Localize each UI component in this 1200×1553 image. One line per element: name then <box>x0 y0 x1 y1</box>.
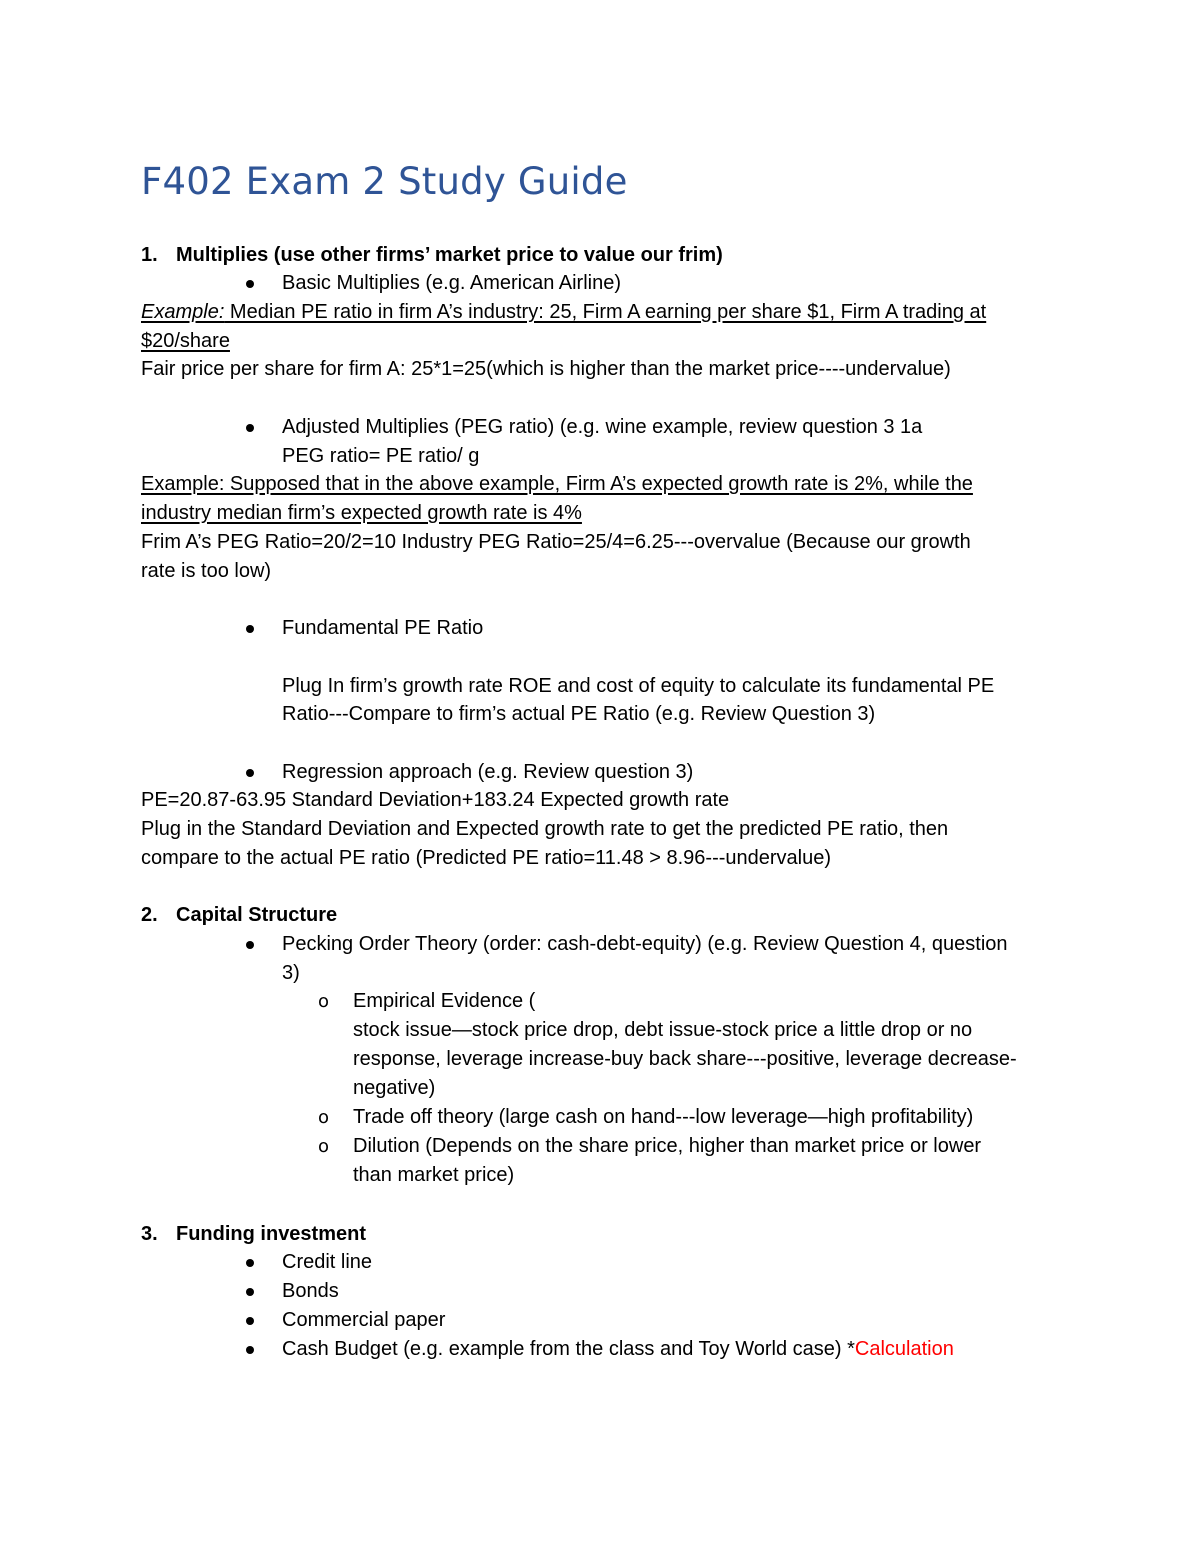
regression-desc-line-2: compare to the actual PE ratio (Predicted PE ratio=11.48 > 8.96---undervalue) <box>141 847 832 869</box>
peg-calc-line-1: Frim A’s PEG Ratio=20/2=10 Industry PEG Ratio=25/4=6.25---overvalue (Because our growth <box>141 531 971 553</box>
dilution-line-2: than market price) <box>353 1164 515 1186</box>
fundamental-desc-line-1: Plug In firm’s growth rate ROE and cost of equity to calculate its fundamental PE <box>282 675 995 697</box>
example-prefix: Example: <box>141 301 225 323</box>
fundamental-pe-label: Fundamental PE Ratio <box>282 617 484 639</box>
bullet-icon <box>246 625 254 633</box>
funding-item-bonds: Bonds <box>282 1280 339 1302</box>
fair-price-text: Fair price per share for firm A: 25*1=25(which is higher than the market price----undervalue) <box>141 358 951 380</box>
bullet-icon <box>246 1346 254 1354</box>
basic-example-line-2: $20/share <box>141 330 230 352</box>
section-3-number: 3. <box>141 1223 158 1245</box>
cash-budget-text: Cash Budget (e.g. example from the class and Toy World case) * <box>282 1338 855 1360</box>
regression-desc-line-1: Plug in the Standard Deviation and Expected growth rate to get the predicted PE ratio, then <box>141 818 949 840</box>
basic-example-line-1 <box>141 298 986 327</box>
pecking-order-line-1: Pecking Order Theory (order: cash-debt-equity) (e.g. Review Question 4, question <box>282 933 1008 955</box>
empirical-line-4: negative) <box>353 1077 436 1099</box>
empirical-line-2: stock issue—stock price drop, debt issue-stock price a little drop or no <box>353 1019 973 1041</box>
peg-formula: PEG ratio= PE ratio/ g <box>282 445 480 467</box>
regression-label: Regression approach (e.g. Review question 3) <box>282 761 694 783</box>
bullet-icon <box>246 769 254 777</box>
example-rest: Median PE ratio in firm A’s industry: 25, Firm A earning per share $1, Firm A trading at <box>224 301 987 323</box>
circle-bullet-icon: o <box>318 1136 330 1157</box>
page-title: F402 Exam 2 Study Guide <box>141 160 628 203</box>
circle-bullet-icon: o <box>318 1107 330 1128</box>
section-2-number: 2. <box>141 904 158 926</box>
section-1-number: 1. <box>141 244 158 266</box>
tradeoff-theory: Trade off theory (large cash on hand---low leverage—high profitability) <box>353 1106 974 1128</box>
section-3-heading: Funding investment <box>176 1223 366 1245</box>
bullet-icon <box>246 280 254 288</box>
bullet-icon <box>246 1288 254 1296</box>
dilution-line-1: Dilution (Depends on the share price, higher than market price or lower <box>353 1135 982 1157</box>
regression-formula: PE=20.87-63.95 Standard Deviation+183.24 Expected growth rate <box>141 789 730 811</box>
funding-item-commercial-paper: Commercial paper <box>282 1309 446 1331</box>
fundamental-desc-line-2: Ratio---Compare to firm’s actual PE Ratio (e.g. Review Question 3) <box>282 703 876 725</box>
empirical-line-3: response, leverage increase-buy back share---positive, leverage decrease- <box>353 1048 1017 1070</box>
adjusted-multiplies-label: Adjusted Multiplies (PEG ratio) (e.g. wine example, review question 3 1a <box>282 416 923 438</box>
funding-item-credit-line: Credit line <box>282 1251 373 1273</box>
peg-calc-line-2: rate is too low) <box>141 560 272 582</box>
calculation-label: Calculation <box>854 1338 954 1360</box>
funding-item-cash-budget <box>282 1335 954 1364</box>
bullet-icon <box>246 1259 254 1267</box>
pecking-order-line-2: 3) <box>282 962 300 984</box>
section-2-heading: Capital Structure <box>176 904 338 926</box>
basic-multiplies-label: Basic Multiplies (e.g. American Airline) <box>282 272 622 294</box>
bullet-icon <box>246 424 254 432</box>
circle-bullet-icon: o <box>318 991 330 1012</box>
bullet-icon <box>246 941 254 949</box>
empirical-line-1: Empirical Evidence ( <box>353 990 536 1012</box>
section-1-heading: Multiplies (use other firms’ market price to value our frim) <box>176 244 723 266</box>
bullet-icon <box>246 1317 254 1325</box>
adjusted-example-line-1: Example: Supposed that in the above example, Firm A’s expected growth rate is 2%, while the <box>141 473 973 495</box>
adjusted-example-line-2: industry median firm’s expected growth rate is 4% <box>141 502 582 524</box>
